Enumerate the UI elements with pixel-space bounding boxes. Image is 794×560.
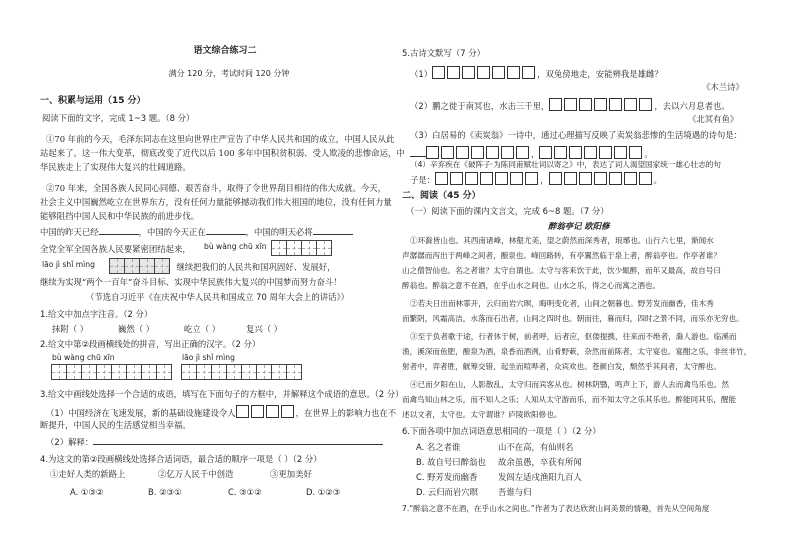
q6-option-d[interactable]: D. 云归而岩穴暝 <box>416 487 479 497</box>
q5-source-2: 《北冥有鱼》 <box>688 114 739 124</box>
q5-item-4-boxes <box>410 172 662 186</box>
answer-box[interactable] <box>564 172 577 185</box>
char-cell[interactable] <box>81 364 97 380</box>
essay-line: ①环滁皆山也。其西南诸峰，林壑尤美，望之蔚然而深秀者，琅琊也。山行六七里，渐闻水 <box>410 236 714 245</box>
question-3: 3.给文中画线处选择一个合适的成语，填写在下面句子的方框中，并解释这个成语的意思。（2 分） <box>40 389 404 399</box>
q4-option[interactable]: B. ②③① <box>148 487 182 497</box>
q4-option[interactable]: A. ①③② <box>70 487 104 497</box>
q3-sentence-cont: 断提升，中国人民的生活感觉相当幸福。 <box>40 420 191 430</box>
char-cell[interactable] <box>271 240 287 256</box>
char-cell[interactable] <box>241 364 257 380</box>
char-cell[interactable] <box>109 258 125 274</box>
answer-blank[interactable] <box>206 234 246 235</box>
char-cell[interactable] <box>126 364 142 380</box>
pinyin-label: lāo jì shǐ mìng <box>42 260 95 269</box>
passage-blank-line <box>40 227 353 238</box>
essay-line: 山之僧智仙也。名之者谁？太守自谓也。太守与客来饮于此，饮少辄醉，而年又最高，故自号曰 <box>402 266 721 275</box>
question-2: 2.给文中第②段画横线处的拼音，写出正确的汉字。（2 分） <box>40 339 261 349</box>
answer-box[interactable] <box>447 66 460 79</box>
essay-line: 醉翁也。醉翁之意不在酒，在乎山水之间也。山水之乐，得之心而寓之酒也。 <box>402 281 661 290</box>
reading-intro: 阅读下面的文字，完成 1~3 题。（8 分） <box>42 113 195 123</box>
answer-box[interactable] <box>486 146 499 159</box>
answer-box[interactable] <box>609 98 622 111</box>
q4-option[interactable]: D. ①②③ <box>306 487 341 497</box>
q1-item: 巍然（ ） <box>118 324 155 334</box>
essay-line: ③至于负者歌于途，行者休于树，前者呼，后者应，伛偻提携，往来而不绝者，滁人游也。临溪而 <box>410 332 737 341</box>
answer-line[interactable] <box>93 444 383 445</box>
answer-box[interactable] <box>510 172 523 185</box>
q5-text: ，去以六月息者也。 <box>654 101 730 111</box>
q5-item-3-boxes <box>410 146 653 160</box>
q4-item: ①走好人类的新路上 <box>50 469 126 479</box>
right-column <box>402 0 754 560</box>
char-cell[interactable] <box>156 364 172 380</box>
answer-box[interactable] <box>471 146 484 159</box>
char-cell[interactable] <box>111 364 127 380</box>
question-7: 7.“醉翁之意不在酒，在乎山水之间也。”作者为了表达欣赏山间美景的情趣，首先从空间角度 <box>402 504 710 513</box>
answer-box[interactable] <box>579 98 592 111</box>
passage-line: ②70 年来，全国各族人民同心同德、艰苦奋斗，取得了令世界刮目相待的伟大成就。今天， <box>46 183 386 193</box>
answer-box[interactable] <box>477 66 490 79</box>
char-cell[interactable] <box>286 364 302 380</box>
answer-box[interactable] <box>492 66 505 79</box>
q6-option-b-pair: 故余虽愚，卒获有所闻 <box>498 457 582 467</box>
left-column <box>40 0 405 560</box>
q1-item: 屹立（ ） <box>184 324 221 334</box>
answer-box[interactable] <box>554 146 567 159</box>
answer-box[interactable] <box>465 172 478 185</box>
answer-box[interactable] <box>594 172 607 185</box>
exam-subtitle: 满分 120 分，考试时间 120 分钟 <box>168 69 290 78</box>
answer-line[interactable] <box>410 156 426 157</box>
answer-box[interactable] <box>564 98 577 111</box>
char-cell[interactable] <box>226 364 242 380</box>
essay-line: 而禽鸟知山林之乐，而不知人之乐；人知从太守游而乐，而不知太守之乐其乐也。醉能同其乐，醒能 <box>402 395 737 404</box>
answer-box[interactable] <box>639 98 652 111</box>
essay-line: ②若夫日出而林霏开，云归而岩穴暝，晦明变化者，山间之朝暮也。野芳发而幽香，佳木秀 <box>410 299 714 308</box>
pinyin-label: bù wàng chū xīn <box>204 242 267 251</box>
section-2-heading: 二、阅读（45 分） <box>402 191 481 201</box>
answer-box[interactable] <box>539 146 552 159</box>
q5-item-3: （3）白居易的《卖炭翁》一诗中，通过心理描写反映了卖炭翁悲惨的生活境遇的诗句是： <box>410 130 742 140</box>
essay-line: 声潺潺而泻出于两峰之间者，酿泉也。峰回路转，有亭翼然临于泉上者，醉翁亭也。作亭者谁？ <box>402 251 721 260</box>
section-1-heading: 一、积累与运用（15 分） <box>40 96 146 106</box>
passage-source: （节选自习近平《在庆祝中华人民共和国成立 70 周年大会上的讲话》） <box>86 292 350 302</box>
passage-text: ，中国的明天必将 <box>245 227 313 237</box>
answer-box[interactable] <box>614 146 627 159</box>
q6-option-c-pair: 发闾左适戍渔阳九百人 <box>498 472 582 482</box>
pinyin-label: bù wàng chū xīn <box>52 353 115 362</box>
answer-box[interactable] <box>441 146 454 159</box>
passage-text: 中国的昨天已经 <box>40 227 99 237</box>
answer-box[interactable] <box>549 98 562 111</box>
answer-box[interactable] <box>624 98 637 111</box>
reading-1-intro: （一）阅读下面的课内文言文，完成 6~8 题。（7 分） <box>406 206 609 216</box>
q6-option-a[interactable]: A. 名之者谁 <box>416 442 461 452</box>
char-cell[interactable] <box>196 364 212 380</box>
char-cell[interactable] <box>286 240 302 256</box>
answer-box[interactable] <box>281 405 294 418</box>
q6-option-c[interactable]: C. 野芳发而幽香 <box>416 472 478 482</box>
passage-line: 社会主义中国巍然屹立在世界东方，没有任何力量能够撼动我们伟大祖国的地位，没有任何力量 <box>40 197 392 207</box>
answer-box[interactable] <box>525 172 538 185</box>
char-cell[interactable] <box>51 364 67 380</box>
essay-line: 渔，溪深而鱼肥，酿泉为酒，泉香而酒洌，山肴野蔌，杂然而前陈者，太守宴也。宴酣之乐，非丝非竹， <box>402 347 752 356</box>
char-cell[interactable] <box>139 258 155 274</box>
answer-box[interactable] <box>624 172 637 185</box>
passage-line: 华民族走上了实现伟大复兴的壮阔道路。 <box>40 162 191 172</box>
passage-line: ①70 年前的今天，毛泽东同志在这里向世界庄严宣告了中华人民共和国的成立，中国人民从此 <box>46 134 395 144</box>
q6-option-d-pair: 吾谁与归 <box>498 487 532 497</box>
answer-box[interactable] <box>609 172 622 185</box>
essay-line: 而繁阴，风霜高洁，水落而石出者，山间之四时也。朝而往，暮而归，四时之景不同，而乐亦无穷也。 <box>402 314 744 323</box>
char-grid-2[interactable] <box>110 258 170 274</box>
q1-item: 复兴（ ） <box>246 324 283 334</box>
essay-line: 射者中，弈者胜，觥筹交错，起坐而喧哗者，众宾欢也。苍颜白发，颓然乎其间者，太守醉也。 <box>402 362 721 371</box>
q5-text: （2）鹏之徙于南冥也，水击三千里， <box>410 101 550 111</box>
answer-box[interactable] <box>629 146 642 159</box>
punct: ， <box>540 175 549 185</box>
char-cell[interactable] <box>271 364 287 380</box>
answer-box[interactable] <box>569 146 582 159</box>
char-cell[interactable] <box>141 364 157 380</box>
pinyin-label: lāo jì shǐ mìng <box>182 353 235 362</box>
q4-item: ③更加美好 <box>270 469 312 479</box>
comma: ， <box>330 244 339 254</box>
punct: 。 <box>644 149 653 159</box>
passage-line: 能够阻挡中国人民和中华民族的前进步伐。 <box>40 211 200 221</box>
char-cell[interactable] <box>301 240 317 256</box>
answer-box[interactable] <box>495 172 508 185</box>
answer-box[interactable] <box>522 66 535 79</box>
answer-box[interactable] <box>266 405 279 418</box>
q1-item: 抹附（ ） <box>52 324 89 334</box>
char-cell[interactable] <box>256 364 272 380</box>
answer-box[interactable] <box>599 146 612 159</box>
answer-blank[interactable] <box>313 234 353 235</box>
q5-source-1: 《木兰诗》 <box>702 82 744 92</box>
answer-box[interactable] <box>501 146 514 159</box>
answer-box[interactable] <box>435 172 448 185</box>
q5-item-2 <box>410 98 730 112</box>
question-4: 4.为这文的第②段画横线处选择合适词语，最合适的顺序一项是（ ）（2 分） <box>40 454 322 464</box>
passage-text: ，中国的今天正在 <box>138 227 206 237</box>
q5-item-4: （4）辛弃疾在《破阵子·为陈同甫赋壮词以寄之》中，表达了词人渴望国家统一雄心壮志的句 <box>410 160 721 169</box>
answer-box[interactable] <box>507 66 520 79</box>
answer-box[interactable] <box>549 172 562 185</box>
q3-text: （1）中国经济在飞速发展，新的基础设施建设令人 <box>46 408 236 418</box>
essay-title: 醉翁亭记 欧阳修 <box>548 221 610 231</box>
answer-box[interactable] <box>584 146 597 159</box>
q5-text: 子是： <box>410 175 436 185</box>
answer-box[interactable] <box>480 172 493 185</box>
essay-line: 述以文者，太守也。太守谓谁？庐陵欧阳修也。 <box>402 410 562 419</box>
answer-box[interactable] <box>450 172 463 185</box>
q5-label: （1） <box>410 69 433 79</box>
passage-line: 站起来了。这一伟大变革，彻底改变了近代以后 100 多年中国积贫积弱、受人欺凌的悲惨命运，中 <box>40 148 405 158</box>
answer-box[interactable] <box>579 172 592 185</box>
q6-option-b[interactable]: B. 故自号曰醉翁也 <box>416 457 486 467</box>
char-grid-1[interactable] <box>272 240 332 256</box>
q5-text: ，双兔傍地走，安能辨我是雄雌？ <box>537 69 663 79</box>
punct: 。 <box>653 175 662 185</box>
answer-grid-a[interactable] <box>52 364 172 380</box>
q3-sentence <box>46 405 396 419</box>
passage-line: 继续为实现“两个一百年”奋斗目标、实现中华民族伟大复兴的中国梦而努力奋斗！ <box>40 277 342 287</box>
exam-title: 语文综合练习二 <box>193 46 257 56</box>
char-cell[interactable] <box>181 364 197 380</box>
answer-grid-b[interactable] <box>182 364 302 380</box>
q6-option-a-pair: 山不在高，有仙则名 <box>498 442 574 452</box>
answer-box[interactable] <box>251 405 264 418</box>
punct: ， <box>531 149 540 159</box>
passage-line: ，继续把我们的人民共和国巩固好、发展好， <box>168 262 336 272</box>
question-6: 6.下面各项中加点词语意思相同的一项是（ ）（2 分） <box>402 426 601 436</box>
question-1: 1.给文中加点字注音。（2 分） <box>40 309 153 319</box>
q4-option[interactable]: C. ③①② <box>228 487 262 497</box>
answer-box[interactable] <box>516 146 529 159</box>
q3-explain <box>46 437 383 448</box>
char-cell[interactable] <box>124 258 140 274</box>
essay-line: ④已而夕阳在山，人影散乱，太守归而宾客从也。树林阴翳，鸣声上下，游人去而禽鸟乐也。然 <box>410 380 729 389</box>
char-cell[interactable] <box>66 364 82 380</box>
q3-explain-label: （2）解释： <box>46 437 94 447</box>
answer-box[interactable] <box>639 172 652 185</box>
question-5: 5.古诗文默写（7 分） <box>402 48 485 58</box>
answer-box[interactable] <box>594 98 607 111</box>
q4-item: ②亿万人民千中创造 <box>158 469 234 479</box>
char-cell[interactable] <box>211 364 227 380</box>
passage-line: 全党全军全国各族人民要紧密团结起来， <box>40 244 191 254</box>
q3-text: ，在世界上的影响力也在不 <box>295 408 397 418</box>
answer-box[interactable] <box>432 66 445 79</box>
q5-item-1 <box>410 66 663 80</box>
answer-blank[interactable] <box>99 234 139 235</box>
answer-box[interactable] <box>462 66 475 79</box>
answer-box[interactable] <box>426 146 439 159</box>
answer-box[interactable] <box>456 146 469 159</box>
answer-box[interactable] <box>236 405 249 418</box>
char-cell[interactable] <box>96 364 112 380</box>
